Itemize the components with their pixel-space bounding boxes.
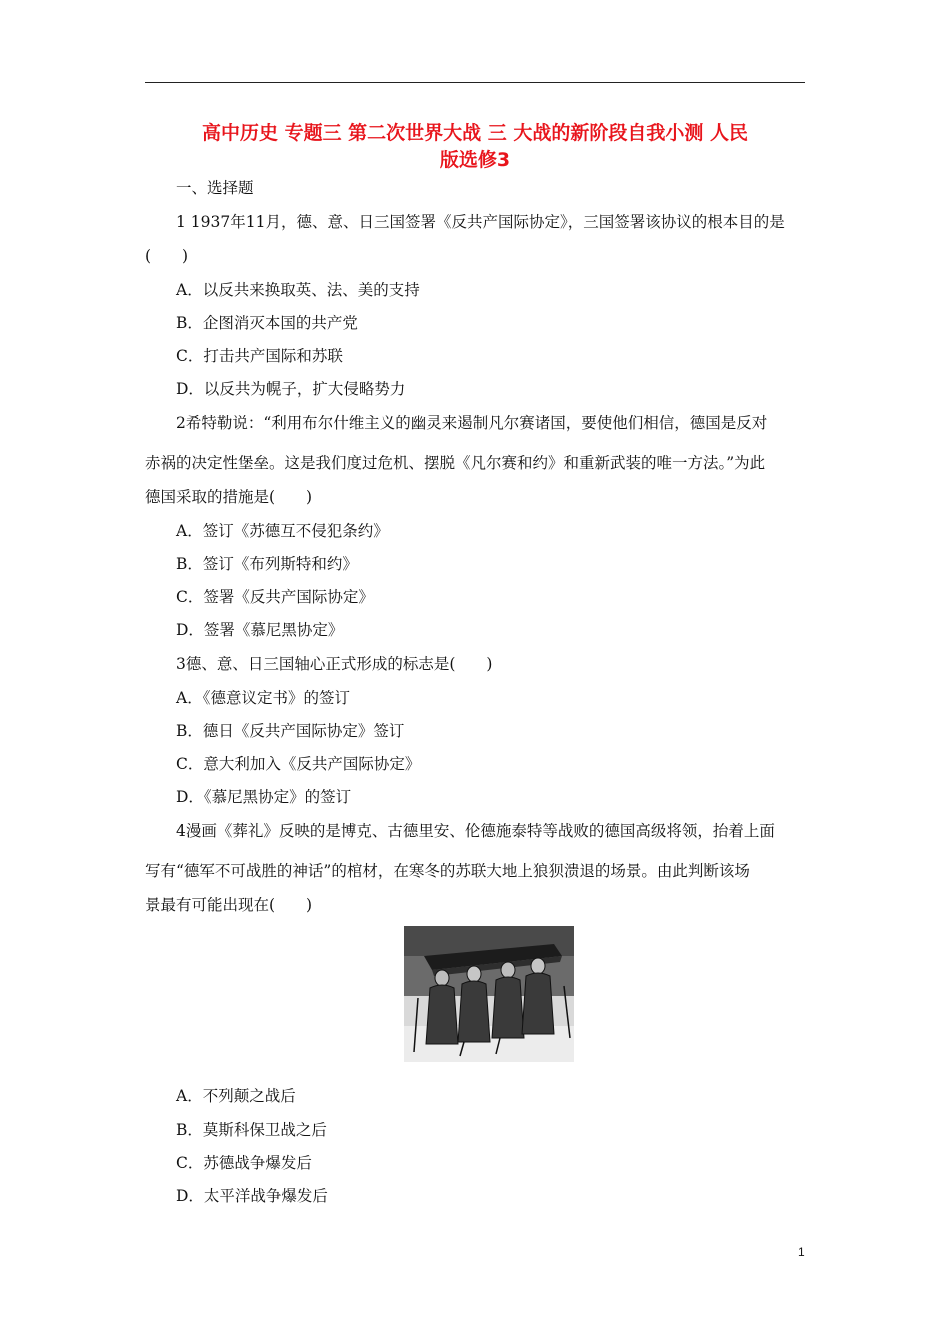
funeral-cartoon-image	[404, 926, 580, 1062]
page-number: 1	[798, 1245, 805, 1259]
q2-option-a: A．签订《苏德互不侵犯条约》	[176, 522, 389, 540]
q4-stem-line-3: 景最有可能出现在( )	[145, 896, 313, 914]
q4-stem-line-1: 4漫画《葬礼》反映的是博克、古德里安、伦德施泰特等战败的德国高级将领，抬着上面	[176, 822, 775, 840]
q3-option-b: B．德日《反共产国际协定》签订	[176, 722, 405, 740]
q2-stem-line-2: 赤祸的决定性堡垒。这是我们度过危机、摆脱《凡尔赛和约》和重新武装的唯一方法。”为此	[145, 454, 766, 472]
q4-option-a: A．不列颠之战后	[176, 1087, 296, 1105]
q4-option-c: C．苏德战争爆发后	[176, 1154, 312, 1172]
q2-stem-line-3: 德国采取的措施是( )	[145, 488, 313, 506]
q1-stem-line-1: 1 1937年11月，德、意、日三国签署《反共产国际协定》，三国签署该协议的根本目的是	[176, 213, 785, 231]
q4-option-b: B．莫斯科保卫战之后	[176, 1121, 327, 1139]
q1-option-c: C．打击共产国际和苏联	[176, 347, 343, 365]
header-rule	[145, 82, 805, 83]
q3-option-d: D．《慕尼黑协定》的签订	[176, 788, 352, 806]
q4-option-d: D．太平洋战争爆发后	[176, 1187, 328, 1205]
q1-option-d: D．以反共为幌子，扩大侵略势力	[176, 380, 406, 398]
q2-stem-line-1: 2希特勒说：“利用布尔什维主义的幽灵来遏制凡尔赛诸国，要使他们相信，德国是反对	[176, 414, 768, 432]
q2-option-b: B．签订《布列斯特和约》	[176, 555, 358, 573]
q3-stem-line-1: 3德、意、日三国轴心正式形成的标志是( )	[176, 655, 493, 673]
q1-option-b: B．企图消灭本国的共产党	[176, 314, 358, 332]
q2-option-c: C．签署《反共产国际协定》	[176, 588, 374, 606]
page-title	[145, 120, 805, 174]
q4-stem-line-2: 写有“德军不可战胜的神话”的棺材，在寒冬的苏联大地上狼狈溃退的场景。由此判断该场	[145, 862, 750, 880]
q3-option-a: A．《德意议定书》的签订	[176, 689, 350, 707]
section-heading: 一、选择题	[176, 179, 254, 197]
q3-option-c: C．意大利加入《反共产国际协定》	[176, 755, 421, 773]
q1-stem-line-2: ( )	[145, 247, 189, 265]
q2-option-d: D．签署《慕尼黑协定》	[176, 621, 344, 639]
title-line-2: 版选修3	[439, 149, 511, 171]
title-line-1: 高中历史 专题三 第二次世界大战 三 大战的新阶段自我小测 人民	[201, 122, 749, 144]
q1-option-a: A．以反共来换取英、法、美的支持	[176, 281, 420, 299]
